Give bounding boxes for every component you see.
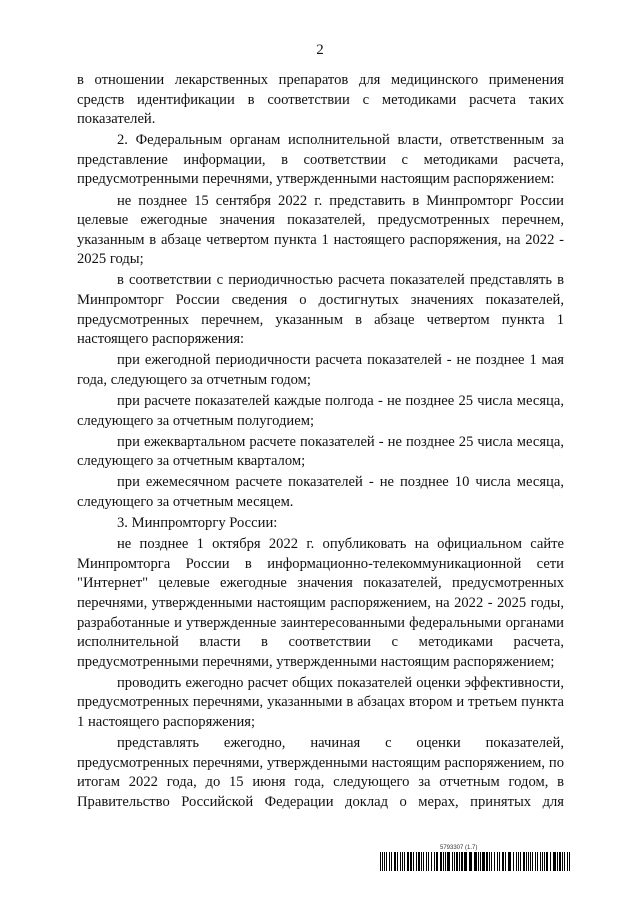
- paragraph-6: при расчете показателей каждые полгода - не позднее 25 числа месяца, следующего за отчетным полугодием;: [77, 393, 564, 429]
- document-footer: [380, 845, 570, 871]
- document-body: [77, 71, 564, 814]
- paragraph-2: 2. Федеральным органам исполнительной власти, ответственным за представление информации, в соответствии с методиками расчета, предусмотренными перечнями, утвержденными настоящим распоряжением:: [77, 132, 564, 188]
- paragraph-11: проводить ежегодно расчет общих показателей оценки эффективности, предусмотренных перечнями, указанными в абзацах втором и третьем пункта 1 настоящего распоряжения;: [77, 674, 564, 730]
- paragraph-4: в соответствии с периодичностью расчета показателей представлять в Минпромторг России сведения о достигнутых значениях показателей, предусмотренных перечнем, указанным в абзаце четвертом пункта 1 настоящего распоряжения:: [77, 272, 564, 348]
- paragraph-1: в отношении лекарственных препаратов для медицинского применения средств идентификации в соответствии с методиками расчета таких показателей.: [77, 72, 564, 128]
- paragraph-10: не позднее 1 октября 2022 г. опубликовать на официальном сайте Минпромторга России в информационно-телекоммуникационной сети "Интернет" целевые ежегодные значения показателей, предусмотренных перечнями, утвержденными настоящим распоряжением, на 2022 - 2025 годы, разработанные и утвержденные заинтересованными федеральными органами исполнительной власти в соответствии с методиками расчета, предусмотренными перечнями, утвержденными настоящим распоряжением;: [77, 536, 564, 670]
- paragraph-8: при ежемесячном расчете показателей - не позднее 10 числа месяца, следующего за отчетным месяцем.: [77, 474, 564, 510]
- document-code: 5793307 (1.7): [440, 845, 478, 851]
- paragraph-5: при ежегодной периодичности расчета показателей - не позднее 1 мая года, следующего за отчетным годом;: [77, 352, 564, 388]
- paragraph-9: 3. Минпромторгу России:: [117, 515, 278, 532]
- page-number: 2: [316, 42, 324, 58]
- paragraph-12: представлять ежегодно, начиная с оценки показателей, предусмотренных перечнями, утвержденными настоящим распоряжением, по итогам 2022 года, до 15 июня года, следующего за отчетным годом, в Правительство Российской Федерации доклад о мерах, принятых для: [77, 735, 564, 810]
- barcode-graphic: [380, 852, 570, 871]
- paragraph-3: не позднее 15 сентября 2022 г. представить в Минпромторг России целевые ежегодные значения показателей, предусмотренных перечнем, указанным в абзаце четвертом пункта 1 настоящего распоряжения, на 2022 - 2025 годы;: [77, 192, 564, 268]
- paragraph-7: при ежеквартальном расчете показателей - не позднее 25 числа месяца, следующего за отчетным кварталом;: [77, 433, 564, 470]
